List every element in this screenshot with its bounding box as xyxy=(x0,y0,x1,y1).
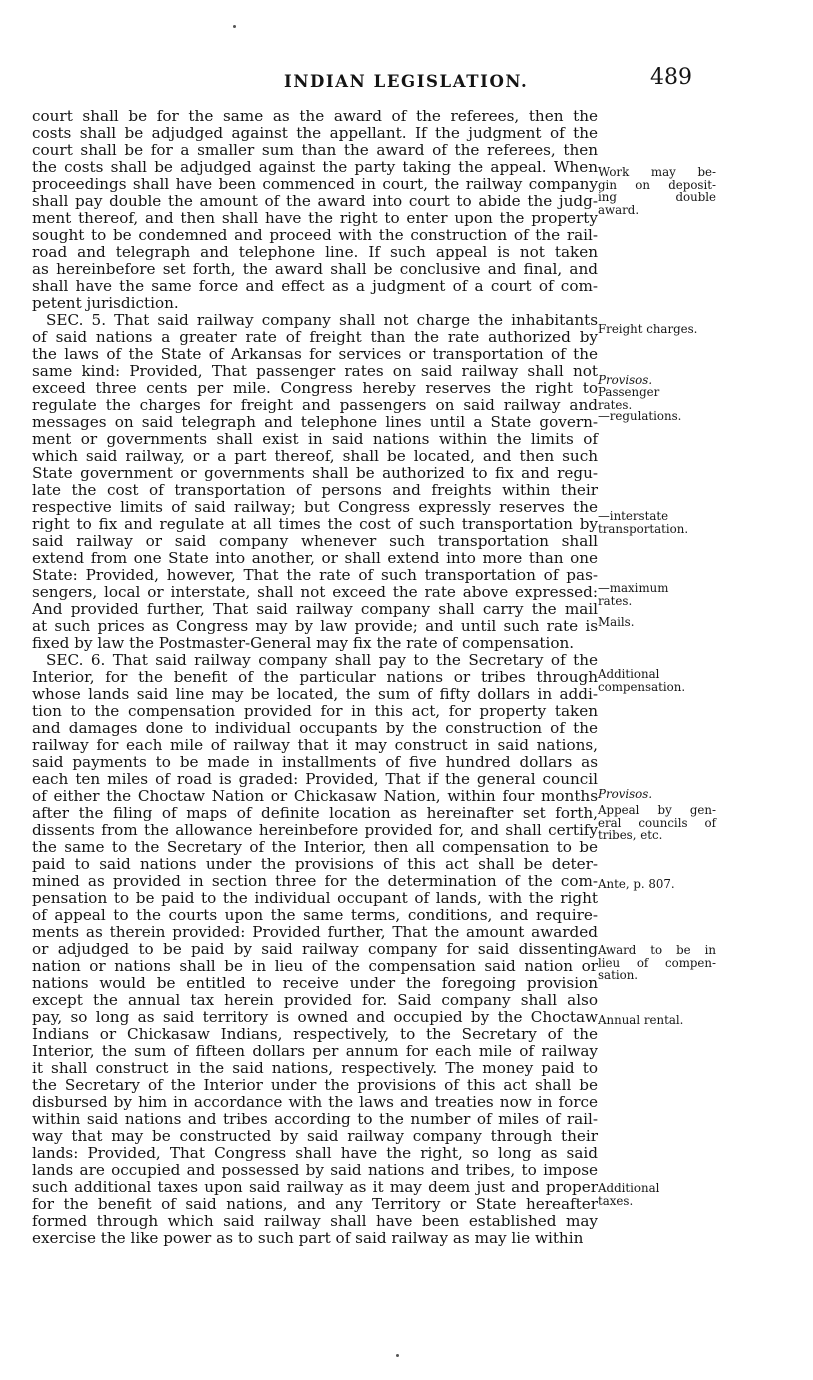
text-line: except the annual tax herein provided for. Said company shall also xyxy=(32,991,598,1009)
text-line: extend from one State into another, or shall extend into more than one xyxy=(32,549,598,567)
text-line: shall have the same force and effect as a judgment of a court of com- xyxy=(32,277,598,295)
margin-note-line: —maximum xyxy=(598,581,669,595)
margin-note-line: eral councils of xyxy=(598,815,716,830)
margin-note xyxy=(598,1014,716,1027)
text-line: messages on said telegraph and telephone lines until a State govern- xyxy=(32,413,598,431)
text-line: such additional taxes upon said railway as it may deem just and proper xyxy=(32,1178,598,1196)
text-line: SEC. 6. That said railway company shall pay to the Secretary of the xyxy=(46,651,598,669)
margin-note-line: Passenger xyxy=(598,385,660,399)
text-line: Interior, the sum of fifteen dollars per annum for each mile of railway xyxy=(32,1042,598,1060)
text-line: sengers, local or interstate, shall not exceed the rate above expressed: xyxy=(32,583,598,601)
text-line: late the cost of transportation of persons and freights within their xyxy=(32,481,598,499)
margin-note-line: sation. xyxy=(598,968,639,982)
text-line: way that may be constructed by said railway company through their xyxy=(32,1127,598,1145)
text-line: costs shall be adjudged against the appellant. If the judgment of the xyxy=(32,124,598,142)
text-line: pensation to be paid to the individual occupant of lands, with the right xyxy=(32,889,598,907)
text-line: ment thereof, and then shall have the right to enter upon the property xyxy=(32,209,598,227)
margin-note-line: Annual rental. xyxy=(598,1013,684,1027)
margin-note-line: Freight charges. xyxy=(598,322,698,336)
margin-note-line: Award to be in xyxy=(598,943,716,957)
text-line: shall pay double the amount of the award into court to abide the judg- xyxy=(32,192,598,210)
text-line: same kind: Provided, That passenger rates on said railway shall not xyxy=(32,362,598,380)
margin-note xyxy=(598,323,716,336)
margin-note-line: —regulations. xyxy=(598,409,682,423)
text-line: railway for each mile of railway that it may construct in said nations, xyxy=(32,736,598,754)
text-line: proceedings shall have been commenced in court, the railway company xyxy=(32,175,598,193)
margin-note-line: rates. xyxy=(598,397,633,412)
margin-note xyxy=(598,616,716,629)
margin-note xyxy=(598,582,716,607)
margin-note xyxy=(598,410,716,423)
text-line: sought to be condemned and proceed with the construction of the rail- xyxy=(32,226,598,244)
margin-note-line: ing double xyxy=(598,190,716,204)
text-line: of said nations a greater rate of freight than the rate authorized by xyxy=(32,328,598,346)
text-line: or adjudged to be paid by said railway company for said dissenting xyxy=(32,940,598,958)
margin-note xyxy=(598,166,716,216)
text-line: which said railway, or a part thereof, shall be located, and then such xyxy=(32,447,598,465)
text-line: after the filing of maps of definite location as hereinafter set forth, xyxy=(32,804,598,822)
text-line: right to fix and regulate at all times the cost of such transportation by xyxy=(32,515,598,533)
text-line: ments as therein provided: Provided further, That the amount awarded xyxy=(32,923,598,941)
text-line: court shall be for a smaller sum than the award of the referees, then xyxy=(32,141,598,159)
margin-note xyxy=(598,804,716,842)
text-line: dissents from the allowance hereinbefore provided for, and shall certify xyxy=(32,821,598,839)
text-line: road and telegraph and telephone line. If such appeal is not taken xyxy=(32,243,598,261)
text-line: SEC. 5. That said railway company shall not charge the inhabitants xyxy=(46,311,598,329)
text-line: Indians or Chickasaw Indians, respectively, to the Secretary of the xyxy=(32,1025,598,1043)
text-line: court shall be for the same as the award of the referees, then the xyxy=(32,107,598,125)
text-line: as hereinbefore set forth, the award shall be conclusive and final, and xyxy=(32,260,598,278)
margin-note xyxy=(598,878,716,891)
text-line: State: Provided, however, That the rate of such transportation of pas- xyxy=(32,566,598,584)
text-line: disbursed by him in accordance with the laws and treaties now in force xyxy=(32,1093,598,1111)
text-line: the Secretary of the Interior under the provisions of this act shall be xyxy=(32,1076,598,1094)
margin-note-line: Provisos. xyxy=(598,373,653,387)
margin-note xyxy=(598,1182,716,1207)
page-number: 489 xyxy=(650,65,692,90)
text-line: regulate the charges for freight and passengers on said railway and xyxy=(32,396,598,414)
margin-note-line: Provisos. xyxy=(598,787,653,801)
margin-note-line: Work may be- xyxy=(598,165,716,179)
margin-note-line: compensation. xyxy=(598,679,686,694)
text-line: said payments to be made in installments of five hundred dollars as xyxy=(32,753,598,771)
text-line: ment or governments shall exist in said nations within the limits of xyxy=(32,430,598,448)
page-title: INDIAN LEGISLATION. xyxy=(284,72,529,91)
margin-note-line: award. xyxy=(598,202,640,217)
margin-note-line: taxes. xyxy=(598,1193,634,1208)
scan-speck xyxy=(233,25,236,28)
text-line: State government or governments shall be authorized to fix and regu- xyxy=(32,464,598,482)
margin-note xyxy=(598,788,716,801)
text-line: mined as provided in section three for the determination of the com- xyxy=(32,872,598,890)
text-line: exercise the like power as to such part of said railway as may lie within xyxy=(32,1229,584,1247)
text-line: each ten miles of road is graded: Provided, That if the general council xyxy=(32,770,598,788)
text-line: petent jurisdiction. xyxy=(32,294,179,312)
running-head xyxy=(32,65,732,100)
margin-note-line: lieu of compen- xyxy=(598,955,716,970)
margin-note xyxy=(598,668,716,693)
text-line: within said nations and tribes according to the number of miles of rail- xyxy=(32,1110,598,1128)
text-line: nations would be entitled to receive under the foregoing provision xyxy=(32,974,598,992)
text-line: fixed by law the Postmaster-General may fix the rate of compensation. xyxy=(32,634,575,652)
text-line: And provided further, That said railway company shall carry the mail xyxy=(32,600,598,618)
margin-note-line: Additional xyxy=(598,667,660,681)
margin-note-line: transportation. xyxy=(598,521,689,536)
text-line: said railway or said company whenever such transportation shall xyxy=(32,532,598,550)
text-line: for the benefit of said nations, and any Territory or State hereafter xyxy=(32,1195,598,1213)
text-line: at such prices as Congress may by law provide; and until such rate is xyxy=(32,617,598,635)
text-line: the costs shall be adjudged against the party taking the appeal. When xyxy=(32,158,598,176)
margin-note-line: —interstate xyxy=(598,509,669,523)
text-line: of appeal to the courts upon the same terms, conditions, and require- xyxy=(32,906,598,924)
margin-note xyxy=(598,944,716,982)
text-line: paid to said nations under the provisions of this act shall be deter- xyxy=(32,855,598,873)
margin-note-line: Mails. xyxy=(598,615,635,629)
text-line: lands: Provided, That Congress shall have the right, so long as said xyxy=(32,1144,598,1162)
margin-note xyxy=(598,386,716,411)
text-line: and damages done to individual occupants by the construction of the xyxy=(32,719,598,737)
text-line: tion to the compensation provided for in this act, for property taken xyxy=(32,702,598,720)
margin-note-line: Appeal by gen- xyxy=(598,803,716,817)
margin-note-line: tribes, etc. xyxy=(598,828,663,842)
text-line: formed through which said railway shall have been established may xyxy=(32,1212,598,1230)
text-line: nation or nations shall be in lieu of the compensation said nation or xyxy=(32,957,598,975)
text-line: pay, so long as said territory is owned and occupied by the Choctaw xyxy=(32,1008,598,1026)
margin-note-line: Additional xyxy=(598,1181,660,1195)
text-line: whose lands said line may be located, the sum of fifty dollars in addi- xyxy=(32,685,598,703)
margin-note-line: gin on deposit- xyxy=(598,177,716,192)
text-line: the same to the Secretary of the Interior, then all compensation to be xyxy=(32,838,598,856)
text-line: the laws of the State of Arkansas for services or transportation of the xyxy=(32,345,598,363)
text-line: Interior, for the benefit of the particular nations or tribes through xyxy=(32,668,598,686)
text-line: lands are occupied and possessed by said nations and tribes, to impose xyxy=(32,1161,598,1179)
margin-note-line: Ante, p. 807. xyxy=(598,877,675,891)
text-line: it shall construct in the said nations, respectively. The money paid to xyxy=(32,1059,598,1077)
margin-note xyxy=(598,510,716,535)
text-line: exceed three cents per mile. Congress hereby reserves the right to xyxy=(32,379,598,397)
scan-speck xyxy=(396,1354,399,1357)
text-line: respective limits of said railway; but Congress expressly reserves the xyxy=(32,498,598,516)
margin-note-line: rates. xyxy=(598,593,633,608)
text-line: of either the Choctaw Nation or Chickasaw Nation, within four months xyxy=(32,787,598,805)
